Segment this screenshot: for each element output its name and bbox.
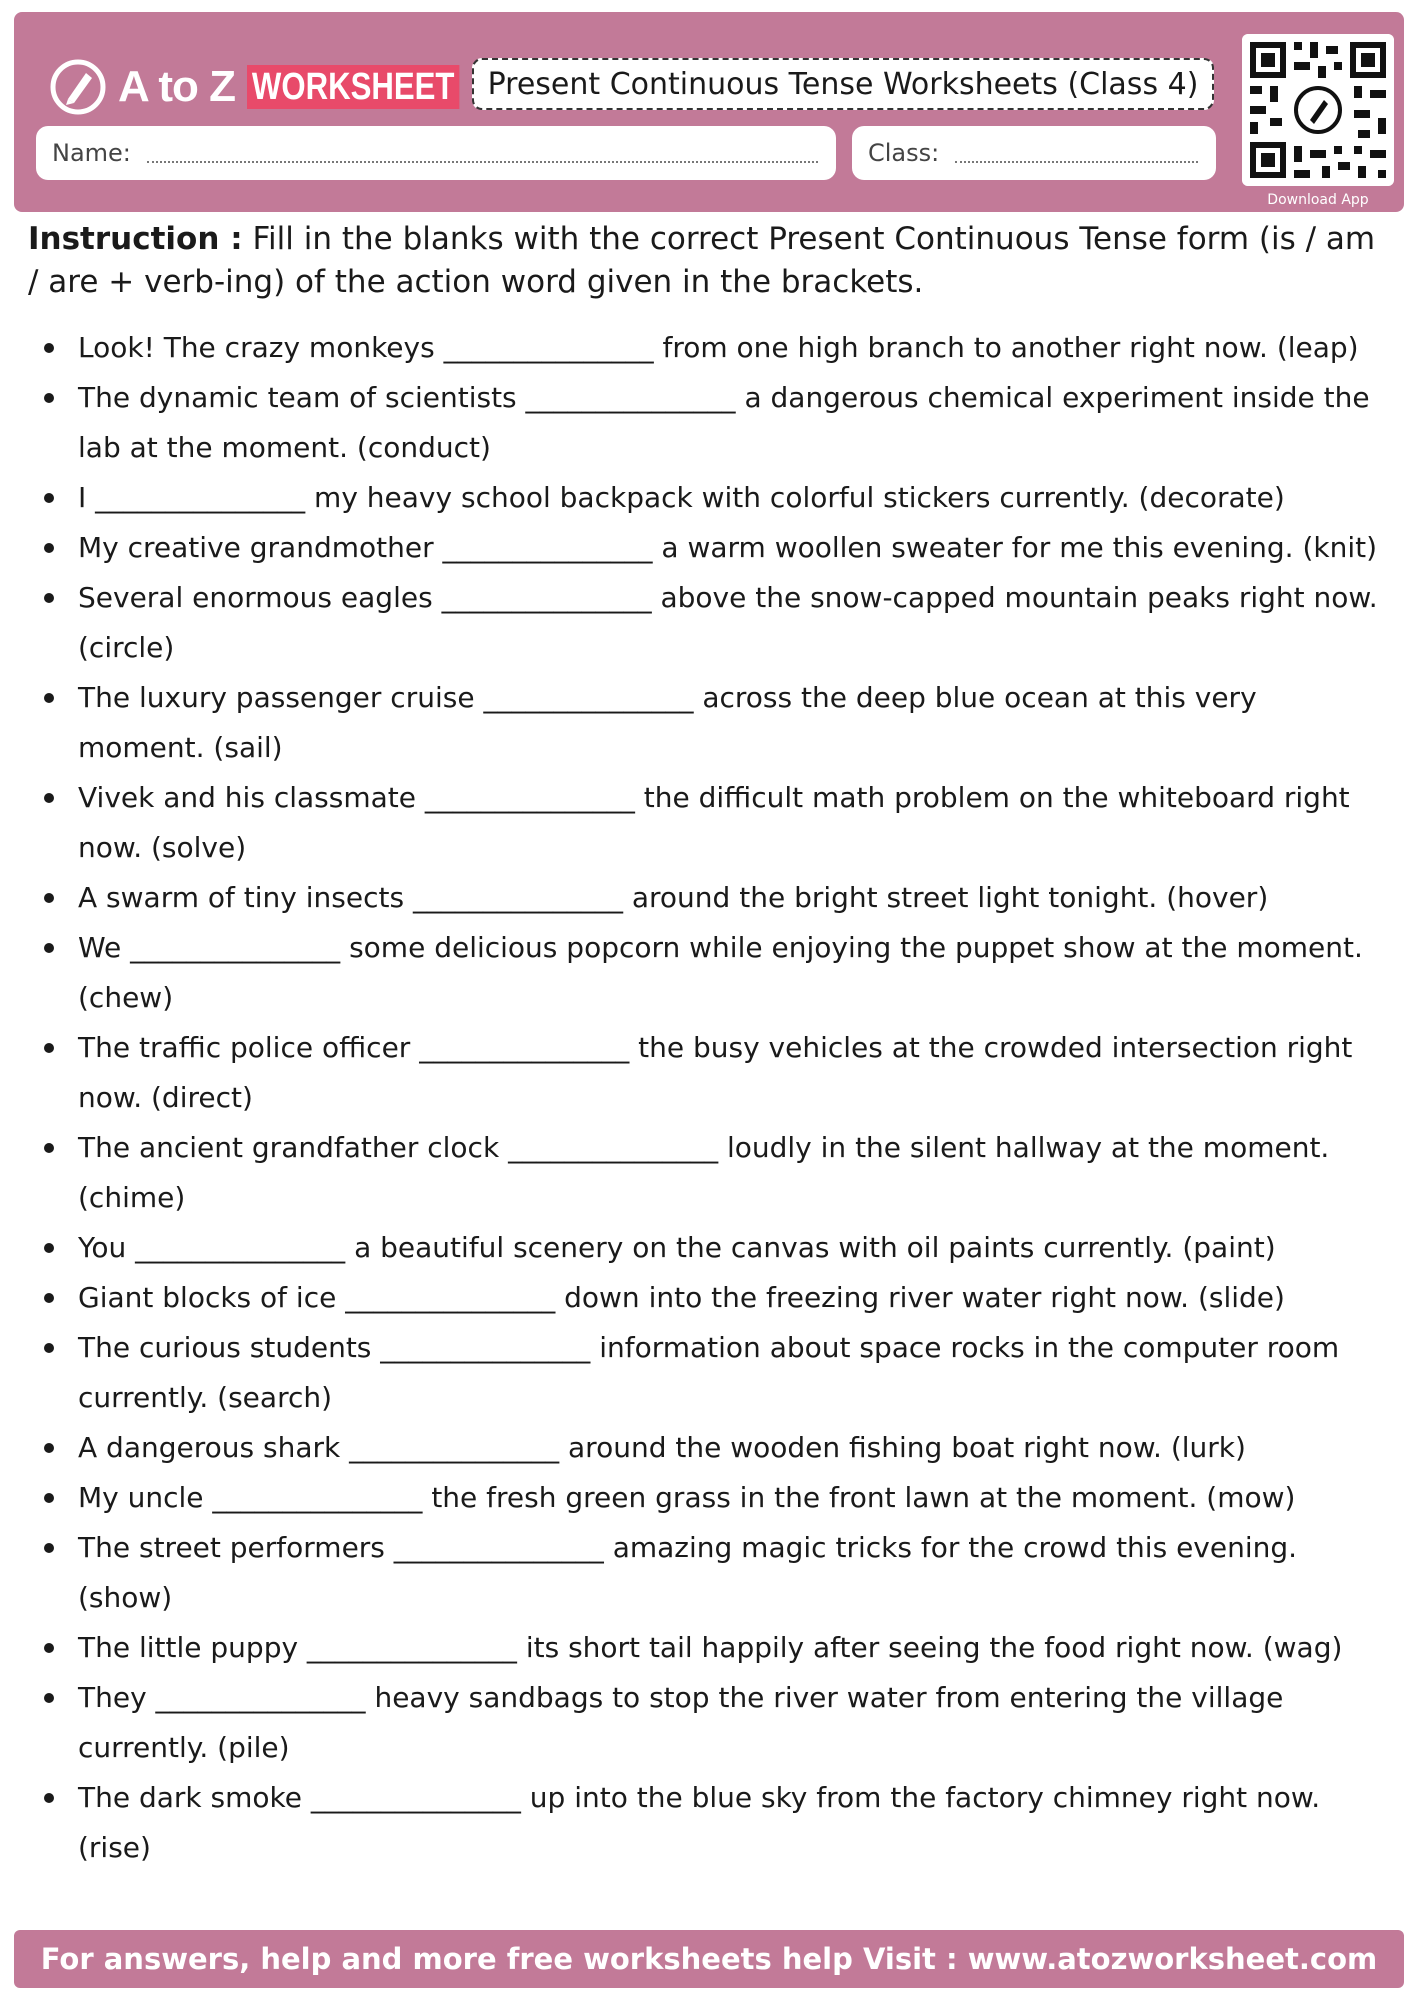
question-list bbox=[38, 323, 1388, 1873]
qr-code-icon[interactable] bbox=[1242, 34, 1394, 186]
pencil-circle-icon bbox=[48, 57, 108, 117]
list-item: The street performers _______________ amazing magic tricks for the crowd this evening. (show) bbox=[38, 1523, 1388, 1623]
list-item: The dark smoke _______________ up into the blue sky from the factory chimney right now. (rise) bbox=[38, 1773, 1388, 1873]
list-item: You _______________ a beautiful scenery on the canvas with oil paints currently. (paint) bbox=[38, 1223, 1388, 1273]
list-item: They _______________ heavy sandbags to stop the river water from entering the village currently. (pile) bbox=[38, 1673, 1388, 1773]
class-label: Class: bbox=[868, 139, 940, 167]
list-item: The little puppy _______________ its short tail happily after seeing the food right now. (wag) bbox=[38, 1623, 1388, 1673]
list-item: A swarm of tiny insects _______________ around the bright street light tonight. (hover) bbox=[38, 873, 1388, 923]
list-item: The curious students _______________ information about space rocks in the computer room currently. (search) bbox=[38, 1323, 1388, 1423]
instruction-label: Instruction : bbox=[28, 221, 243, 257]
download-app-label[interactable]: Download App bbox=[1267, 192, 1369, 208]
list-item: The ancient grandfather clock _______________ loudly in the silent hallway at the moment. (chime) bbox=[38, 1123, 1388, 1223]
worksheet-title: Present Continuous Tense Worksheets (Class 4) bbox=[472, 58, 1214, 110]
list-item: The dynamic team of scientists _______________ a dangerous chemical experiment inside the lab at the moment. (conduct) bbox=[38, 373, 1388, 473]
worksheet-header bbox=[14, 12, 1404, 212]
logo-text: A to Z bbox=[118, 62, 235, 111]
list-item: I _______________ my heavy school backpack with colorful stickers currently. (decorate) bbox=[38, 473, 1388, 523]
list-item: The traffic police officer _______________ the busy vehicles at the crowded intersection right now. (direct) bbox=[38, 1023, 1388, 1123]
name-dotted-line bbox=[147, 161, 818, 163]
list-item: Vivek and his classmate _______________ the difficult math problem on the whiteboard right now. (solve) bbox=[38, 773, 1388, 873]
name-label: Name: bbox=[52, 139, 131, 167]
class-dotted-line bbox=[955, 161, 1198, 163]
logo-accent-text: WORKSHEET bbox=[247, 65, 459, 109]
list-item: Giant blocks of ice _______________ down into the freezing river water right now. (slide) bbox=[38, 1273, 1388, 1323]
instruction bbox=[28, 218, 1388, 304]
class-field[interactable] bbox=[852, 126, 1216, 180]
name-field[interactable] bbox=[36, 126, 836, 180]
list-item: My uncle _______________ the fresh green grass in the front lawn at the moment. (mow) bbox=[38, 1473, 1388, 1523]
list-item: The luxury passenger cruise _______________ across the deep blue ocean at this very moment. (sail) bbox=[38, 673, 1388, 773]
list-item: Several enormous eagles _______________ above the snow-capped mountain peaks right now. (circle) bbox=[38, 573, 1388, 673]
footer-banner[interactable]: For answers, help and more free worksheets help Visit : www.atozworksheet.com bbox=[14, 1930, 1404, 1988]
list-item: A dangerous shark _______________ around the wooden fishing boat right now. (lurk) bbox=[38, 1423, 1388, 1473]
list-item: My creative grandmother _______________ a warm woollen sweater for me this evening. (knit) bbox=[38, 523, 1388, 573]
list-item: We _______________ some delicious popcorn while enjoying the puppet show at the moment. (chew) bbox=[38, 923, 1388, 1023]
site-logo[interactable] bbox=[48, 52, 506, 122]
instruction-text: Fill in the blanks with the correct Present Continuous Tense form (is / am / are + verb-ing) of the action word given in the brackets. bbox=[28, 221, 1376, 300]
list-item: Look! The crazy monkeys _______________ from one high branch to another right now. (leap) bbox=[38, 323, 1388, 373]
